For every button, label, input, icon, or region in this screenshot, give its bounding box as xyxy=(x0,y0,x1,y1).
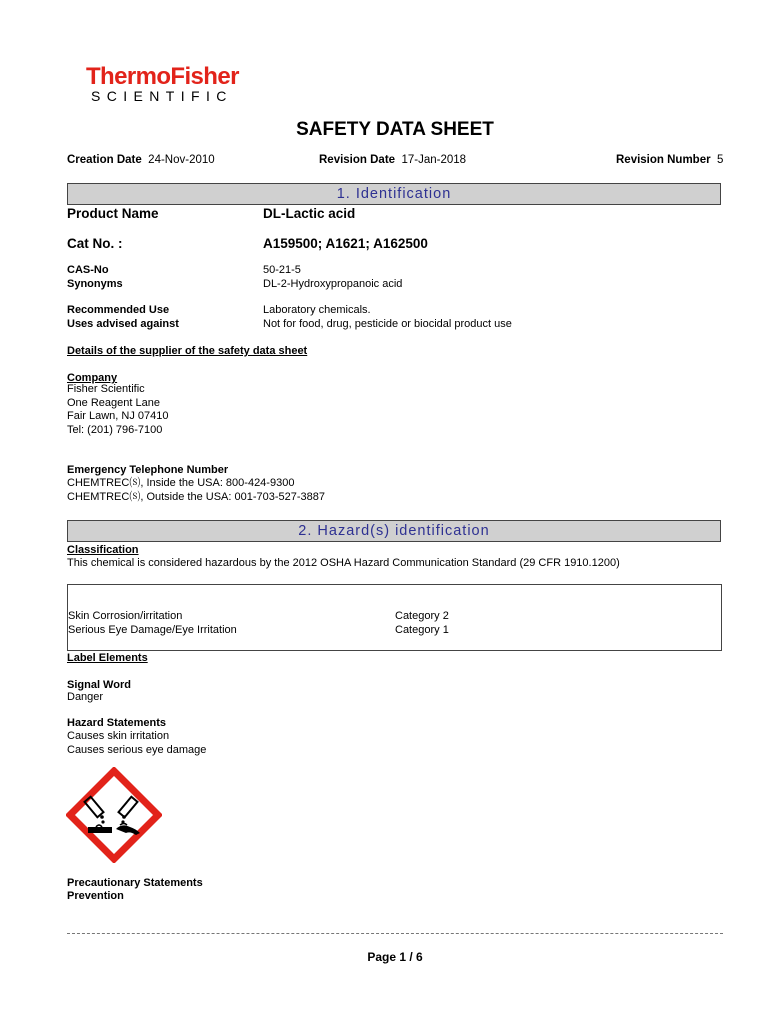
hazard-statement: Causes skin irritation xyxy=(67,730,170,742)
signal-word-value: Danger xyxy=(67,691,104,703)
section-2-heading: 2. Hazard(s) identification xyxy=(67,520,721,542)
footer-divider xyxy=(67,933,723,934)
company-address xyxy=(67,383,169,437)
uses-advised-against-label: Uses advised against xyxy=(67,318,179,330)
revision-number xyxy=(616,154,723,166)
recommended-use-value: Laboratory chemicals. xyxy=(263,304,371,316)
emergency-line: CHEMTREC⒮, Inside the USA: 800-424-9300 xyxy=(67,477,295,489)
product-name-label: Product Name xyxy=(67,206,159,221)
hazard-category: Category 2 xyxy=(395,610,449,622)
section-1-heading: 1. Identification xyxy=(67,183,721,205)
revision-date-label: Revision Date xyxy=(319,154,396,166)
hazard-statements-label: Hazard Statements xyxy=(67,717,167,729)
recommended-use-label: Recommended Use xyxy=(67,304,170,316)
signal-word-label: Signal Word xyxy=(67,679,131,691)
brand-logo: ThermoFisher xyxy=(86,63,239,90)
creation-date xyxy=(67,154,215,166)
revision-number-value: 5 xyxy=(716,154,724,166)
emergency-label: Emergency Telephone Number xyxy=(67,464,229,476)
synonyms-label: Synonyms xyxy=(67,278,123,290)
classification-text: This chemical is considered hazardous by the 2012 OSHA Hazard Communication Standard (29 CFR 1910.1200) xyxy=(67,557,620,569)
cas-label: CAS-No xyxy=(67,264,109,276)
supplier-heading: Details of the supplier of the safety data sheet xyxy=(67,345,308,357)
label-elements-heading: Label Elements xyxy=(67,652,148,664)
emergency-line: CHEMTREC⒮, Outside the USA: 001-703-527-3887 xyxy=(67,490,326,503)
hazard-name: Skin Corrosion/irritation xyxy=(68,610,183,622)
corrosion-pictogram-icon xyxy=(66,767,162,863)
company-line: Fair Lawn, NJ 07410 xyxy=(67,410,169,422)
company-line: Tel: (201) 796-7100 xyxy=(67,423,163,436)
classification-label: Classification xyxy=(67,544,139,556)
hazard-category: Category 1 xyxy=(395,624,449,636)
revision-number-label: Revision Number xyxy=(616,154,711,166)
emergency-numbers xyxy=(67,477,325,504)
precautionary-statements-label: Precautionary Statements xyxy=(67,877,203,889)
cas-value: 50-21-5 xyxy=(263,264,301,276)
company-label: Company xyxy=(67,372,118,384)
hazard-statements xyxy=(67,730,206,757)
cat-no-value: A159500; A1621; A162500 xyxy=(263,236,428,251)
creation-date-label: Creation Date xyxy=(67,154,142,166)
revision-date-value: 17-Jan-2018 xyxy=(401,154,467,166)
revision-date xyxy=(319,154,466,166)
creation-date-value: 24-Nov-2010 xyxy=(148,154,215,166)
hazard-statement: Causes serious eye damage xyxy=(67,743,207,756)
synonyms-value: DL-2-Hydroxypropanoic acid xyxy=(263,278,403,290)
company-line: One Reagent Lane xyxy=(67,396,160,409)
uses-advised-against-value: Not for food, drug, pesticide or biocidal product use xyxy=(263,318,512,330)
company-line: Fisher Scientific xyxy=(67,383,145,395)
page-title: SAFETY DATA SHEET xyxy=(296,119,494,140)
brand-logo-sub: SCIENTIFIC xyxy=(91,88,233,104)
hazard-name: Serious Eye Damage/Eye Irritation xyxy=(68,624,237,636)
page-number: Page 1 / 6 xyxy=(367,950,423,964)
prevention-label: Prevention xyxy=(67,890,124,902)
product-name-value: DL-Lactic acid xyxy=(263,206,356,221)
cat-no-label: Cat No. : xyxy=(67,236,123,251)
